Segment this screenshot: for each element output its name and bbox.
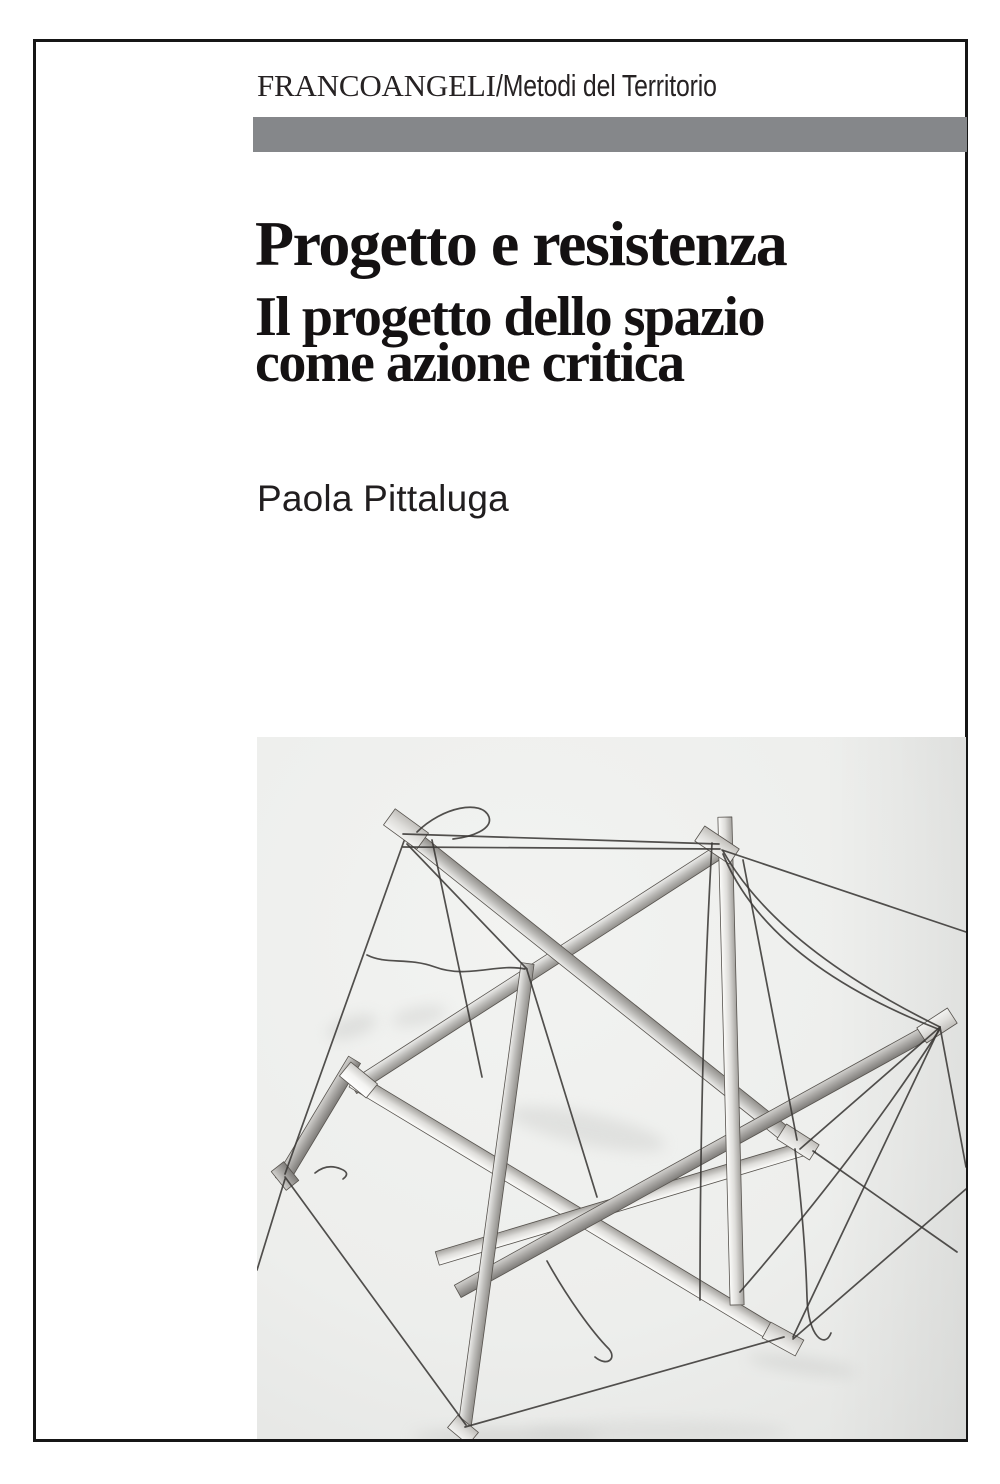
book-title: Progetto e resistenza: [255, 208, 787, 279]
tensegrity-model-photo: [257, 737, 966, 1439]
subtitle-line-2: come azione critica: [255, 332, 684, 394]
book-subtitle: [255, 286, 955, 394]
publisher-line: [257, 68, 772, 104]
subtitle-line-1: Il progetto dello spazio: [255, 286, 764, 348]
cover-photo: [257, 737, 966, 1439]
publisher-name: FRANCOANGELI: [257, 68, 496, 103]
accent-bar: [253, 117, 967, 152]
author-name: Paola Pittaluga: [257, 478, 509, 519]
series-name: /Metodi del Territorio: [495, 68, 717, 103]
